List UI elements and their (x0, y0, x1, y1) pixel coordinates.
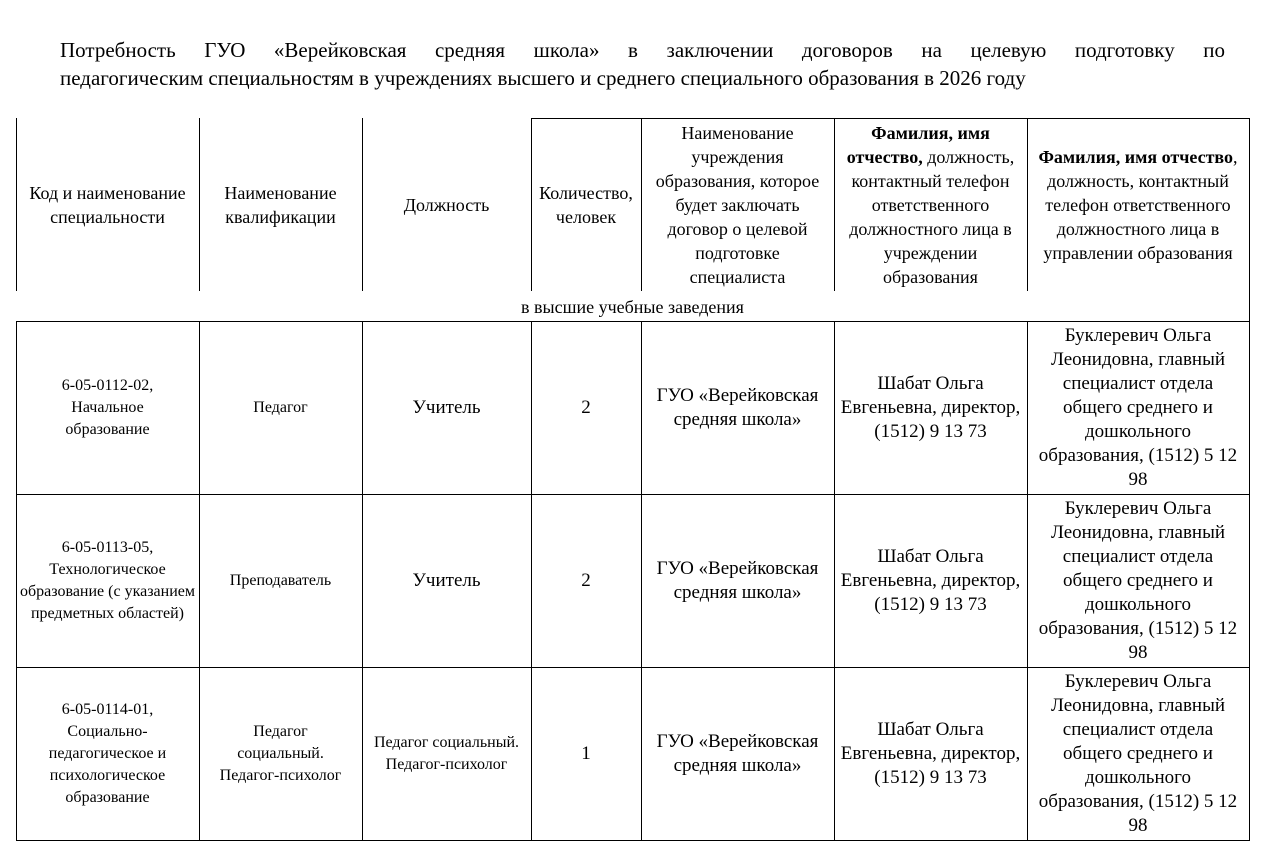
header-contact-dept-rest: , должность, контактный телефон ответственного должностного лица в управлении образования (1043, 147, 1238, 263)
header-contact-school-rest: должность, контактный телефон ответственного должностного лица в учреждении образования (849, 147, 1015, 287)
row-3-qualification: Педагог социальный. Педагог-психолог (219, 723, 342, 784)
row-1-position: Учитель (412, 397, 481, 418)
row-3-institution: ГУО «Верейковская средняя школа» (656, 731, 819, 776)
row-1-institution: ГУО «Верейковская средняя школа» (656, 385, 819, 430)
header-position: Должность (403, 195, 490, 215)
row-2-position: Учитель (412, 570, 481, 591)
header-specialty: Код и наименование специальности (29, 183, 186, 227)
row-3-contact-dept: Буклеревич Ольга Леонидовна, главный специалист отдела общего среднего и дошкольного образования, (1512) 5 12 98 (1038, 671, 1238, 836)
row-2-institution: ГУО «Верейковская средняя школа» (656, 558, 819, 603)
header-contact-school (834, 119, 1027, 291)
title-line-1: Потребность ГУО «Верейковская средняя школа» в заключении договоров на целевую подготовку по (60, 38, 1225, 62)
row-1-contact-school: Шабат Ольга Евгеньевна, директор, (1512) 9 13 73 (840, 373, 1021, 442)
header-contact-school-bold: Фамилия, имя отчество, (846, 123, 990, 167)
row-1-qualification: Педагог (253, 399, 308, 416)
row-2-qualification: Преподаватель (229, 572, 332, 589)
row-2-contact-dept: Буклеревич Ольга Леонидовна, главный специалист отдела общего среднего и дошкольного образования, (1512) 5 12 98 (1038, 498, 1238, 663)
row-3-contact-school: Шабат Ольга Евгеньевна, директор, (1512) 9 13 73 (840, 719, 1021, 788)
header-institution: Наименование учреждения образования, которое будет заключать договор о целевой подготовке специалиста (655, 123, 820, 287)
header-count: Количество, человек (539, 183, 633, 227)
header-contact-dept-bold: Фамилия, имя отчество (1038, 147, 1234, 167)
row-2-count: 2 (581, 570, 591, 591)
row-3-count: 1 (581, 743, 591, 764)
row-1-count: 2 (581, 397, 591, 418)
section-label: в высшие учебные заведения (521, 297, 744, 317)
title-line-2: педагогическим специальностям в учреждениях высшего и среднего специального образования в 2026 году (60, 66, 1026, 90)
row-1-contact-dept: Буклеревич Ольга Леонидовна, главный специалист отдела общего среднего и дошкольного образования, (1512) 5 12 98 (1038, 325, 1238, 490)
header-contact-dept (1027, 119, 1249, 291)
header-qualification: Наименование квалификации (224, 183, 337, 227)
row-2-contact-school: Шабат Ольга Евгеньевна, директор, (1512) 9 13 73 (840, 546, 1021, 615)
row-3-specialty: 6-05-0114-01, Социально-педагогическое и психологическое образование (48, 701, 167, 806)
row-1-specialty: 6-05-0112-02, Начальное образование (61, 377, 154, 438)
row-2-specialty: 6-05-0113-05, Технологическое образование (с указанием предметных областей) (20, 539, 195, 622)
document-title (60, 36, 1225, 92)
row-3-position: Педагог социальный. Педагог-психолог (373, 734, 520, 773)
